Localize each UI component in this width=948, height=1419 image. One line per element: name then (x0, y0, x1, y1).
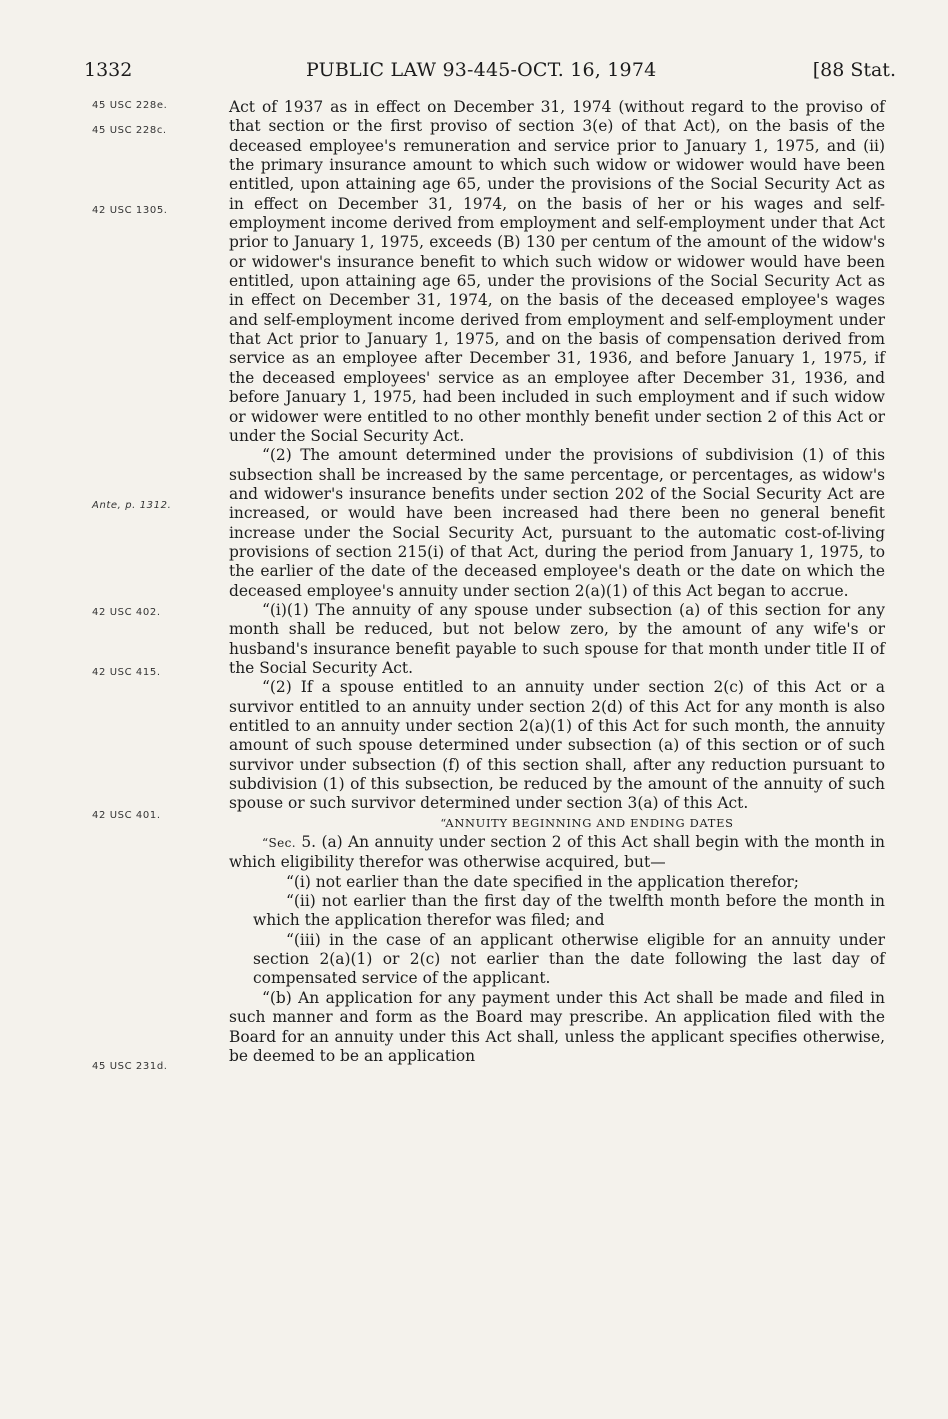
paragraph-continuation: Act of 1937 as in effect on December 31, 1974 (without regard to the proviso of that section or the first proviso of section 3(e) of that Act), on the basis of the deceased employee's remuneration and service prior to January 1, 1975, and (ii) the primary insurance amount to which such widow or widower would have been entitled, upon attaining age 65, under the provisions of the Social Security Act as in effect on December 31, 1974, on the basis of her or his wages and self-employment income derived from employment and self-employment under that Act prior to January 1, 1975, exceeds (B) 130 per centum of the amount of the widow's or widower's insurance benefit to which such widow or widower would have been entitled, upon attaining age 65, under the provisions of the Social Security Act as in effect on December 31, 1974, on the basis of the deceased employee's wages and self-employment income derived from employment and self-employment under that Act prior to January 1, 1975, and on the basis of compensation derived from service as an employee after December 31, 1936, and before January 1, 1975, if the deceased employees' service as an employee after December 31, 1936, and before January 1, 1975, had been included in such employment and if such widow or widower were entitled to no other monthly benefit under section 2 of this Act or under the Social Security Act. (229, 98, 885, 445)
statute-volume: [88 Stat. (812, 59, 896, 81)
margin-citation: 45 USC 228e. (92, 100, 168, 111)
margin-citation: 42 USC 401. (92, 810, 161, 821)
margin-citation: 42 USC 402. (92, 607, 161, 618)
margin-citation: 45 USC 228c. (92, 125, 167, 136)
paragraph-section-5a (229, 833, 885, 873)
running-title: PUBLIC LAW 93-445-OCT. 16, 1974 (306, 59, 657, 81)
section-heading: “ANNUITY BEGINNING AND ENDING DATES (440, 815, 734, 830)
clause-ii: “(ii) not earlier than the first day of the twelfth month before the month in which the application therefor was filed; and (253, 892, 885, 930)
section-5a-text: 5. (a) An annuity under section 2 of this Act shall begin with the month in which eligibility therefor was otherwise acquired, but— (229, 833, 885, 872)
statute-text (229, 98, 885, 1066)
margin-citation: 45 USC 231d. (92, 1061, 168, 1072)
page-number: 1332 (84, 59, 133, 81)
clause-iii: “(iii) in the case of an applicant otherwise eligible for an annuity under section 2(a)(1) or 2(c) not earlier than the date following the last day of compensated service of the applicant. (253, 930, 885, 988)
margin-citation: Ante, p. 1312. (92, 500, 172, 511)
section-label: “Sec. (262, 836, 296, 851)
margin-citation: 42 USC 1305. (92, 205, 168, 216)
margin-citation: 42 USC 415. (92, 667, 161, 678)
paragraph-subsection-h-2: “(2) The amount determined under the provisions of subdivision (1) of this subsection shall be increased by the same percentage, or percentages, as widow's and widower's insurance benefits under section 202 of the Social Security Act are increased, or would have been increased had there been no general benefit increase under the Social Security Act, pursuant to the automatic cost-of-living provisions of section 215(i) of that Act, during the period from January 1, 1975, to the earlier of the date of the deceased employee's death or the date on which the deceased employee's annuity under section 2(a)(1) of this Act began to accrue. (229, 446, 885, 600)
page-header (84, 58, 896, 84)
paragraph-subsection-i-1: “(i)(1) The annuity of any spouse under subsection (a) of this section for any month shall be reduced, but not below zero, by the amount of any wife's or husband's insurance benefit payable to such spouse for that month under title II of the Social Security Act. (229, 600, 885, 677)
clause-i: “(i) not earlier than the date specified in the application therefor; (286, 872, 799, 891)
paragraph-section-5b: “(b) An application for any payment under this Act shall be made and filed in such manner and form as the Board may prescribe. An application filed with the Board for an annuity under this Act shall, unless the applicant specifies otherwise, be deemed to be an application (229, 988, 885, 1065)
paragraph-subsection-i-2: “(2) If a spouse entitled to an annuity under section 2(c) of this Act or a survivor entitled to an annuity under section 2(d) of this Act for any month is also entitled to an annuity under section 2(a)(1) of this Act for such month, the annuity amount of such spouse determined under subsection (a) of this section or of such survivor under subsection (f) of this section shall, after any reduction pursuant to subdivision (1) of this subsection, be reduced by the amount of the annuity of such spouse or such survivor determined under section 3(a) of this Act. (229, 678, 885, 813)
